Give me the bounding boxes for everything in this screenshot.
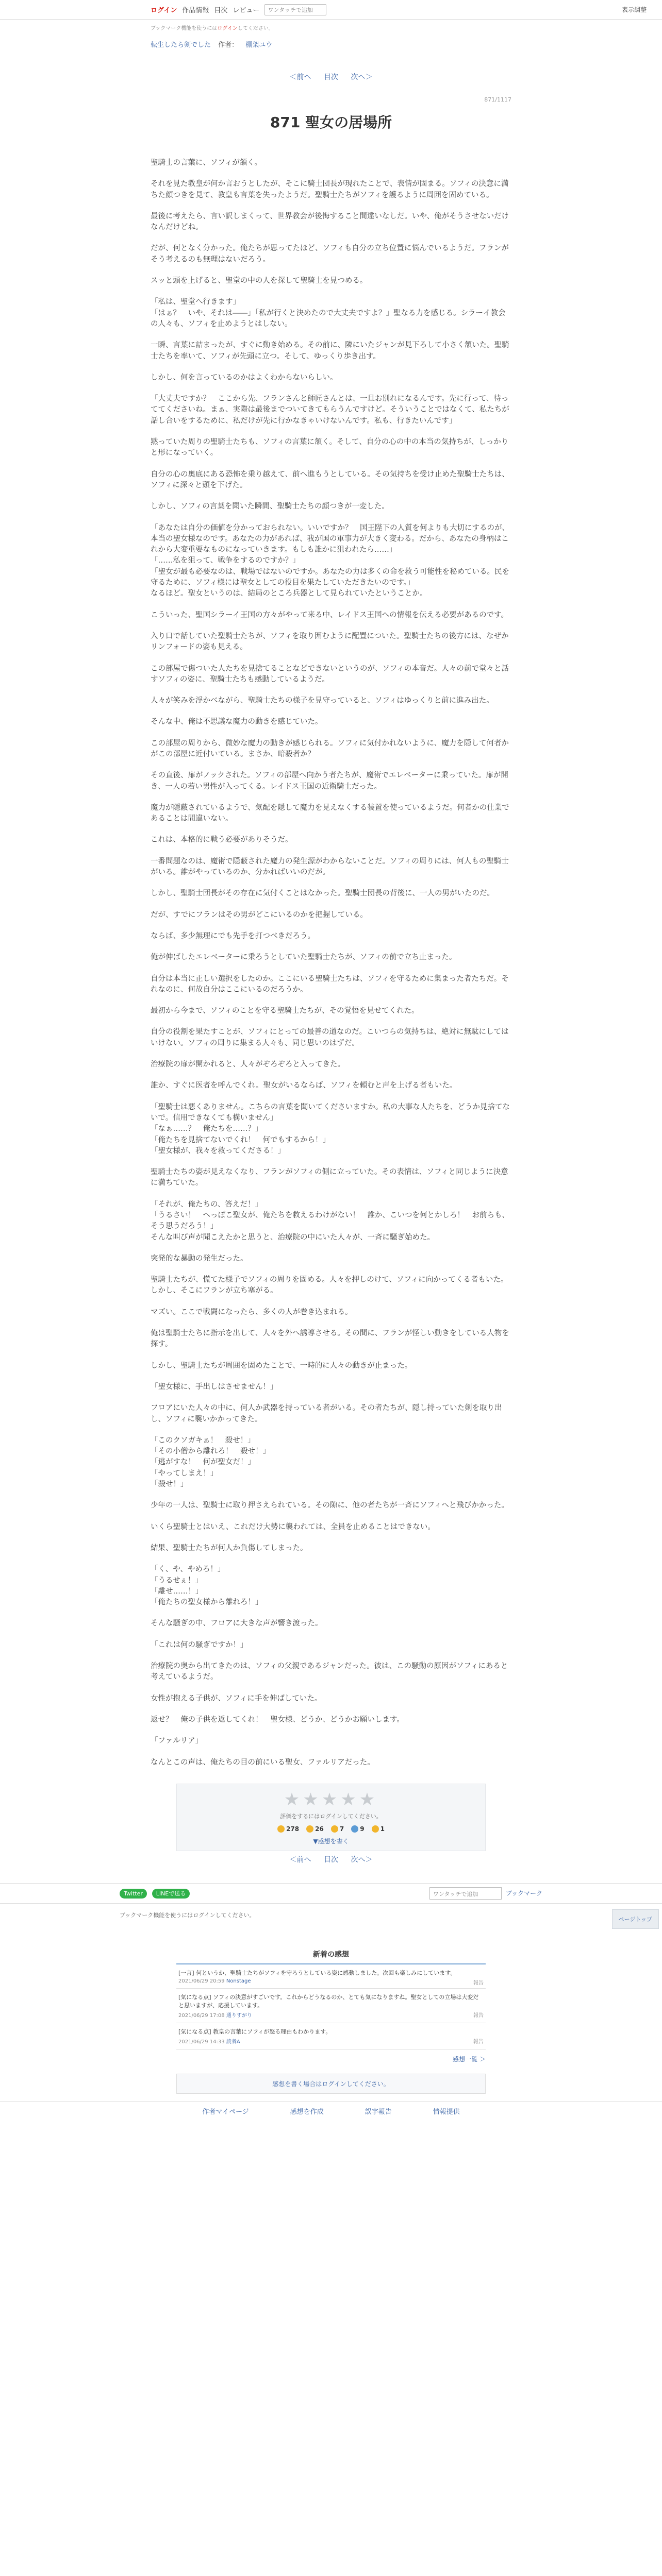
review-user[interactable]: 通りすがり [226, 2012, 252, 2019]
paragraph: そんな騒ぎの中、フロアに大きな声が響き渡った。 [151, 1619, 323, 1628]
note-login-link[interactable]: ログイン [217, 26, 238, 31]
paragraph: 「聖女様に、手出しはさせません！」 [151, 1382, 278, 1391]
chapter-body [151, 158, 511, 1768]
author-label: 作者： [218, 41, 239, 49]
bookmark-quick-add-input[interactable]: ワンタッチで追加 [429, 1887, 502, 1900]
paragraph: 「このクソガキぁ！ 殺せ！」 「その小僧から離れろ！ 殺せ！」 「逃がすな！ 何が聖女だ！」 「やってしまえ！」 「殺せ！」 [151, 1436, 270, 1489]
reaction-count: 1 [380, 1825, 385, 1833]
rating-stars[interactable]: ★★★★★ [284, 1789, 378, 1810]
paragraph: だが、何となく分かった。俺たちが思ってたほど、ソフィも自分の立ち位置に悩んでいるようだ。フランがそう考えるのも無理はないだろう。 [151, 244, 509, 264]
series-title-link[interactable]: 転生したら剣でした [151, 41, 211, 49]
paragraph: 治療院の奥から出てきたのは、ソフィの父親であるジャンだった。彼は、この騒動の原因がソフィにあると考えているようだ。 [151, 1662, 508, 1682]
footer-typo-report[interactable]: 誤字報告 [365, 2108, 392, 2116]
paragraph: それを見た教皇が何か言おうとしたが、そこに騎士団長が現れたことで、表情が固まる。ソフィの決意に満ちた顔つきを見て、教皇も言葉を失ったようだ。聖騎士たちがソフィを護るように周囲を固めている。 [151, 180, 509, 199]
footer-author-page[interactable]: 作者マイページ [202, 2108, 249, 2116]
paragraph: だが、すでにフランはその男がどこにいるのかを把握している。 [151, 910, 368, 919]
toc-link[interactable]: 目次 [324, 73, 338, 81]
paragraph: 最初から今まで、ソフィのことを守る聖騎士たちが、その覚悟を見せてくれた。 [151, 1007, 419, 1015]
review-user[interactable]: 読者A [226, 2039, 240, 2045]
reaction-smile[interactable] [306, 1825, 324, 1833]
review-item[interactable] [176, 1964, 486, 1989]
paragraph: 自分の役割を果たすことが、ソフィにとっての最善の道なのだ。こいつらの気持ちは、絶対に無駄にしてはいけない。ソフィの周りに集まる人々も、同じ思いのはずだ。 [151, 1028, 509, 1047]
bookmark-button[interactable]: ブックマーク [505, 1890, 542, 1897]
paragraph: そんな中、俺は不思議な魔力の動きを感じていた。 [151, 718, 323, 726]
reaction-count: 7 [339, 1825, 344, 1833]
paragraph: その直後、扉がノックされた。ソフィの部屋へ向かう者たちが、魔術でエレベーターに乗っていた。扉が開き、一人の若い男性が入ってくる。レイドス王国の近衛騎士だった。 [151, 771, 508, 791]
paragraph: 治療院の扉が開かれると、人々がぞろぞろと入ってきた。 [151, 1060, 345, 1069]
review-date: 2021/06/29 20:59 [178, 1978, 225, 1984]
paragraph: しかし、聖騎士たちが周囲を固めたことで、一時的に人々の動きが止まった。 [151, 1361, 412, 1370]
paragraph: 魔力が隠蔽されているようで、気配を隠して魔力を見えなくする装置を使っているようだ。何者かの仕業であることは間違いない。 [151, 803, 509, 823]
reaction-bar [182, 1825, 480, 1833]
paragraph: 「く、や、やめろ！」 「うるせぇ！」 「離せ……！」 「俺たちの聖女様から離れろ！」 [151, 1565, 263, 1607]
paragraph: スッと頭を上げると、聖堂の中の人を探して聖騎士を見つめる。 [151, 277, 368, 285]
next-link-bottom[interactable]: 次へ＞ [351, 1855, 373, 1864]
paragraph: マズい。ここで戦闘になったら、多くの人が巻き込まれる。 [151, 1308, 353, 1316]
paragraph: 突発的な暴動の発生だった。 [151, 1254, 248, 1263]
bookmark-login-note [151, 20, 511, 34]
paragraph: 聖騎士たちの姿が見えなくなり、フランがソフィの側に立っていた。その表情は、ソフィと同じように決意に満ちていた。 [151, 1168, 508, 1188]
paragraph: 返せ？ 俺の子供を返してくれ！ 聖女様、どうか、どうかお願いします。 [151, 1715, 404, 1724]
paragraph: 結果、聖騎士たちが何人か負傷してしまった。 [151, 1544, 308, 1552]
paragraph: 聖騎士の言葉に、ソフィが頷く。 [151, 159, 262, 167]
breadcrumb [151, 34, 511, 70]
paragraph: 誰か、すぐに医者を呼んでくれ。聖女がいるならば、ソフィを頼むと声を上げる者もいた。 [151, 1081, 457, 1090]
nav-work-info[interactable]: 作品情報 [182, 7, 209, 14]
paragraph: 少年の一人は、聖騎士に取り押さえられている。その隙に、他の者たちが一斉にソフィへと飛びかかった。 [151, 1501, 509, 1510]
quick-add-input[interactable]: ワンタッチで追加 [264, 4, 326, 15]
report-link[interactable]: 報告 [473, 2012, 484, 2019]
paragraph: この部屋で傷ついた人たちを見捨てることなどできないというのが、ソフィの本音だ。人々の前で堂々と話すソフィの姿に、聖騎士たちも感動しているようだ。 [151, 664, 509, 684]
bottom-pager [151, 1851, 511, 1868]
prev-link-bottom[interactable]: ＜前へ [289, 1855, 311, 1864]
note-post: してください。 [237, 26, 274, 31]
line-share-badge[interactable]: LINEで送る [152, 1889, 190, 1899]
review-date: 2021/06/29 14:33 [178, 2039, 225, 2045]
paragraph: いくら聖騎士とはいえ、これだけ大勢に襲われては、全員を止めることはできない。 [151, 1522, 435, 1531]
top-navigation [0, 0, 662, 20]
report-link[interactable]: 報告 [473, 2039, 484, 2045]
paragraph: フロアにいた人々の中に、何人か武器を持っている者がいる。その者たちが、隠し持っていた剣を取り出し、ソフィに襲いかかってきた。 [151, 1404, 502, 1423]
reaction-count: 26 [315, 1825, 324, 1833]
paragraph: 聖騎士たちが、慌てた様子でソフィの周りを固める。人々を押しのけて、ソフィに向かってくる者もいた。しかし、そこにフランが立ち塞がる。 [151, 1276, 508, 1295]
paragraph: なんとこの声は、俺たちの目の前にいる聖女、ファルリアだった。 [151, 1758, 375, 1767]
display-settings-button[interactable]: 表示調整 [621, 6, 647, 13]
paragraph: この部屋の周りから、微妙な魔力の動きが感じられる。ソフィに気付かれないように、魔力を隠して何者かがこの部屋に近付いている。まさか、暗殺者か？ [151, 739, 509, 758]
paragraph: 「あなたは自分の価値を分かっておられない。いいですか？ 国王陛下の人質を何よりも大切にするのが、本当の聖女様なのです。あなたの力があれば、我が国の軍事力が大きく変わる。だから、あなたの身柄はこれから大変重要なものになっていきます。もしも誰かに狙われたら……」 「……私を狙って、戦争をするのですか？」 「聖女が最も必要なのは、戦場ではないのですか。あなたの力は多くの命を救う可能性を秘めている。民を守るために、ソフィ様には聖女としての役目を果たしていただきたいのです。」 なるほど。聖女というのは、結局のところ兵器として見られていたということか。 [151, 523, 509, 598]
nav-review[interactable]: レビュー [233, 7, 260, 14]
top-pager [151, 70, 511, 84]
reaction-cry[interactable] [351, 1825, 364, 1833]
reaction-thumbs-up[interactable] [277, 1825, 299, 1833]
thumbs-up-icon [277, 1825, 285, 1833]
paragraph: 入り口で話していた聖騎士たちが、ソフィを取り囲むように配置についた。聖騎士たちの後方には、なぜかリンフォードの姿も見える。 [151, 632, 509, 652]
rating-login-note: 評価をするにはログインしてください。 [280, 1812, 382, 1820]
report-link[interactable]: 報告 [473, 1980, 484, 1986]
paragraph: しかし、聖騎士団長がその存在に気付くことはなかった。聖騎士団長の背後に、一人の男がいたのだ。 [151, 889, 494, 898]
recent-reviews [176, 1945, 486, 2094]
review-text: [気になる点] 教皇の言葉にソフィが怒る理由もわかります。 [178, 2028, 332, 2035]
paragraph: 自分は本当に正しい選択をしたのか。ここにいる聖騎士たちは、ソフィを守るために集まった者たちだ。それなのに、何故自分はここにいるのだろうか。 [151, 974, 509, 994]
chapter-title: 871 聖女の居場所 [270, 114, 392, 131]
prev-link[interactable]: ＜前へ [289, 73, 311, 81]
paragraph: 黙っていた周りの聖騎士たちも、ソフィの言葉に頷く。そして、自分の心の中の本当の気持ちが、しっかりと形になっていく。 [151, 438, 509, 457]
toc-link-bottom[interactable]: 目次 [324, 1855, 338, 1864]
paragraph: 女性が抱える子供が、ソフィに手を伸ばしていた。 [151, 1694, 322, 1703]
review-user[interactable]: Nonstage [226, 1978, 251, 1984]
review-item[interactable] [176, 2023, 486, 2049]
smile-icon [306, 1825, 313, 1833]
paragraph: 「これは何の騒ぎですか！」 [151, 1640, 248, 1649]
rating-panel [176, 1784, 486, 1851]
reaction-star[interactable] [372, 1825, 385, 1833]
review-meta [178, 2011, 484, 2019]
bookmark-bar [0, 1883, 662, 1904]
chapter-number: 871/1117 [484, 96, 511, 103]
star-icon [372, 1825, 379, 1833]
footer-write-review[interactable]: 感想を作成 [290, 2108, 324, 2116]
cry-icon [351, 1825, 358, 1833]
paragraph: 最後に考えたら、言い訳しまくって、世界教会が後悔すること間違いなしだ。いや、俺がそうさせないだけなんだけどね。 [151, 212, 509, 232]
share-badge[interactable]: Twitter [120, 1889, 147, 1899]
paragraph: 「大丈夫ですか？ ここから先、フランさんと師匠さんとは、一旦お別れになるんです。先に行って、待っててくださいね。まぁ、実際は最後までついてきてもらうんですけど。そういうことではなくて、私たちが話し合いをするために、私だけが先に行かなきゃいけないんです。私も、行きたいんです」 [151, 395, 509, 425]
paragraph: 一瞬、言葉に詰まったが、すぐに動き始める。その前に、隣にいたジャンが見下ろして小さく頷いた。聖騎士たちを率いて、ソフィが先頭に立つ。そして、ゆっくり歩き出す。 [151, 341, 509, 361]
author-link[interactable]: 棚架ユウ [245, 41, 273, 49]
paragraph: しかし、ソフィの言葉を聞いた瞬間、聖騎士たちの顔つきが一変した。 [151, 502, 389, 511]
paragraph: ならば、多少無理にでも先手を打つべきだろう。 [151, 931, 315, 940]
paragraph: 俺が伸ばしたエレベーターに乗ろうとしていた聖騎士たちが、ソフィの前で立ち止まった。 [151, 953, 457, 962]
review-text: [気になる点] ソフィの決意がすごいです。これからどうなるのか、とても気になりますね。聖女としての立場は大変だと思いますが、応援しています。 [178, 1993, 479, 2009]
laugh-icon [331, 1825, 338, 1833]
paragraph: 「ファルリア」 [151, 1737, 203, 1745]
paragraph: 俺は聖騎士たちに指示を出して、人々を外へ誘導させる。その間に、フランが怪しい動きをしている人物を探す。 [151, 1329, 509, 1349]
paragraph: 自分の心の奥底にある恐怖を乗り越えて、前へ進もうとしている。その気持ちを受け止めた聖騎士たちは、ソフィに深々と頭を下げた。 [151, 470, 509, 489]
paragraph: これは、本格的に戦う必要がありそうだ。 [151, 836, 293, 844]
paragraph: 「それが、俺たちの、答えだ！」 「うるさい！ へっぽこ聖女が、俺たちを救えるわけがない！ 誰か、こいつを何とかしろ！ お前らも、そう思うだろう！」 そんな叫び声が聞こえたかと思うと、治療院の中にいた人々が、一斉に騒ぎ始めた。 [151, 1200, 509, 1242]
reaction-count: 9 [360, 1825, 365, 1833]
paragraph: こういった、聖国シラーイ王国の方々がやって来る中、レイドス王国への情報を伝える必要があるのです。 [151, 611, 508, 619]
note-pre: ブックマーク機能を使うには [151, 26, 218, 31]
recent-reviews-title: 新着の感想 [176, 1945, 486, 1964]
write-review-link[interactable]: ▼感想を書く [313, 1837, 349, 1845]
reaction-laugh[interactable] [331, 1825, 344, 1833]
next-link[interactable]: 次へ＞ [351, 73, 373, 81]
review-item[interactable] [176, 1989, 486, 2023]
paragraph: 一番問題なのは、魔術で隠蔽された魔力の発生源がわからないことだ。ソフィの周りには、何人もの聖騎士がいる。誰がやっているのか、分かればいいのだが。 [151, 857, 509, 877]
login-link[interactable]: ログイン [151, 7, 177, 14]
paragraph: 「聖騎士は悪くありません。こちらの言葉を聞いてくださいますか。私の大事な人たちを、どうか見捨てないで。信用できなくても構いません」 「なぁ……？ 俺たちを……？」 「俺たちを見捨てないでくれ！ 何でもするから！」 「聖女様が、我々を救ってくださる！」 [151, 1103, 510, 1155]
footer-info[interactable]: 情報提供 [433, 2108, 460, 2116]
paragraph: しかし、何を言っているのかはよくわからないらしい。 [151, 373, 338, 382]
paragraph: 人々が笑みを浮かべながら、聖騎士たちの様子を見守っていると、ソフィはゆっくりと前に進み出た。 [151, 697, 494, 705]
review-text: [一言] 何というか、聖騎士たちがソフィを守ろうとしている姿に感動しました。次回も楽しみにしています。 [178, 1969, 456, 1976]
paragraph: 「私は、聖堂へ行きます」 「はぁ？ いや、それは――」「私が行くと決めたので大丈夫ですよ？」聖なる力を感じる。シラーイ教会の人々も、ソフィを止めようとはしない。 [151, 298, 506, 328]
footer-nav [0, 2101, 662, 2121]
review-meta [178, 1978, 484, 1984]
bookmark-login-note-bottom: ブックマーク機能を使うにはログインしてください。 [120, 1911, 255, 1919]
review-meta [178, 2037, 484, 2045]
reaction-count: 278 [286, 1825, 300, 1833]
review-login-button[interactable]: 感想を書く場合はログインしてください。 [176, 2074, 486, 2094]
reviews-more-link[interactable]: 感想一覧 ＞ [453, 2055, 486, 2063]
nav-toc[interactable]: 目次 [214, 7, 228, 14]
page-top-button[interactable]: ページトップ [612, 1909, 659, 1929]
review-date: 2021/06/29 17:08 [178, 2012, 225, 2019]
